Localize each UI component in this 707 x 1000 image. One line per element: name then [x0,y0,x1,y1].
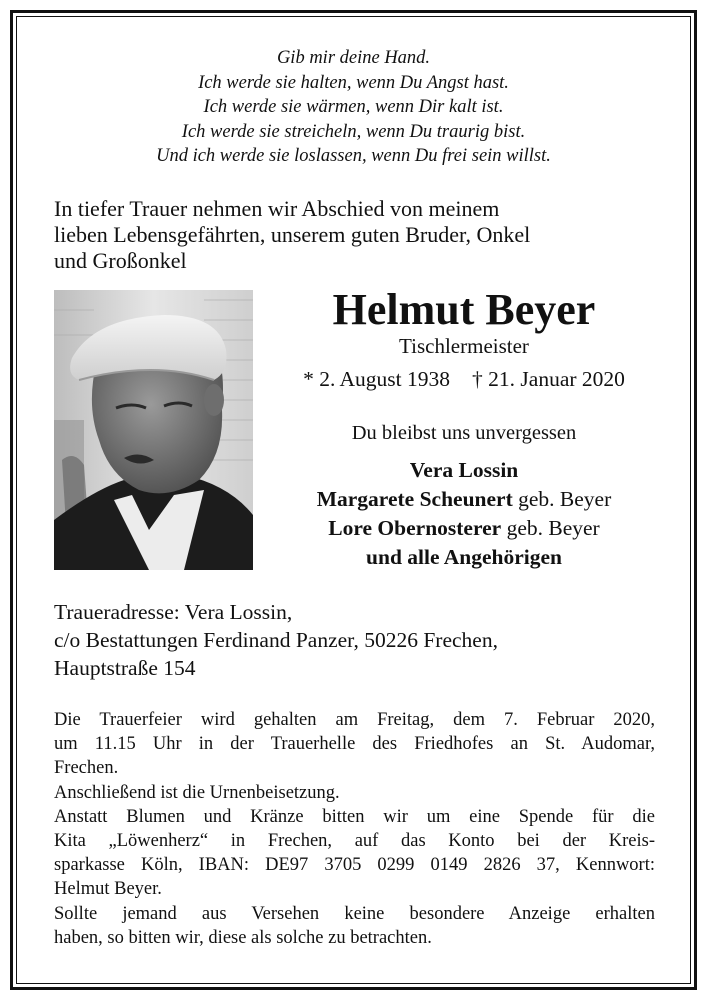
portrait-photo [54,290,253,570]
poem-line: Gib mir deine Hand. [276,48,431,68]
deceased-profession: Tischlermeister [399,334,529,358]
details-line: Kita „Löwenherz“ in Frechen, auf das Konto bei der Kreis- [54,831,655,852]
mourner-entry [260,485,668,514]
mourner-entry [260,543,668,572]
address-line: Traueradresse: Vera Lossin, [54,600,293,624]
poem-line: Ich werde sie wärmen, wenn Dir kalt ist. [203,97,504,117]
mourner-name: Lore Obernosterer [328,516,502,540]
birth-date: * 2. August 1938 [303,367,451,391]
intro-line: und Großonkel [54,248,187,273]
intro-line: lieben Lebensgefährten, unserem guten Bruder, Onkel [54,222,531,247]
mourner-entry [260,456,668,485]
ceremony-details [54,708,655,950]
details-line: sparkasse Köln, IBAN: DE97 3705 0299 0149 2826 37, Kennwort: [54,855,655,876]
details-line: Anstatt Blumen und Kränze bitten wir um eine Spende für die [54,806,655,827]
poem-line: Und ich werde sie loslassen, wenn Du frei sein willst. [156,146,551,166]
details-line: Anschließend ist die Urnenbeisetzung. [54,782,340,803]
mourning-address [54,598,654,682]
details-line: Helmut Beyer. [54,879,162,900]
farewell-line: Du bleibst uns unvergessen [351,422,577,444]
death-date: † 21. Januar 2020 [472,367,625,391]
mourner-name: und alle Angehörigen [366,545,562,569]
mourner-suffix: geb. Beyer [512,487,612,511]
poem-line: Ich werde sie streicheln, wenn Du traurig bist. [181,121,526,142]
address-line: c/o Bestattungen Ferdinand Panzer, 50226 Frechen, [54,628,498,652]
address-line: Hauptstraße 154 [54,656,196,680]
life-dates [260,366,668,392]
mourner-suffix: geb. Beyer [501,516,600,540]
mourner-name: Vera Lossin [409,458,519,482]
details-line: um 11.15 Uhr in der Trauerhelle des Friedhofes an St. Audomar, [54,734,655,755]
deceased-name: Helmut Beyer [332,285,596,334]
poem [20,46,687,169]
details-line: Die Trauerfeier wird gehalten am Freitag, dem 7. Februar 2020, [54,710,655,730]
details-line: Sollte jemand aus Versehen keine besondere Anzeige erhalten [54,903,655,924]
intro-text [54,196,654,274]
intro-line: In tiefer Trauer nehmen wir Abschied von meinem [54,196,500,221]
mourners-list [260,456,668,572]
poem-line: Ich werde sie halten, wenn Du Angst hast. [198,72,509,93]
details-line: Frechen. [54,758,119,779]
details-line: haben, so bitten wir, diese als solche zu betrachten. [54,927,432,948]
mourner-name: Margarete Scheunert [316,487,513,511]
mourner-entry [260,514,668,543]
